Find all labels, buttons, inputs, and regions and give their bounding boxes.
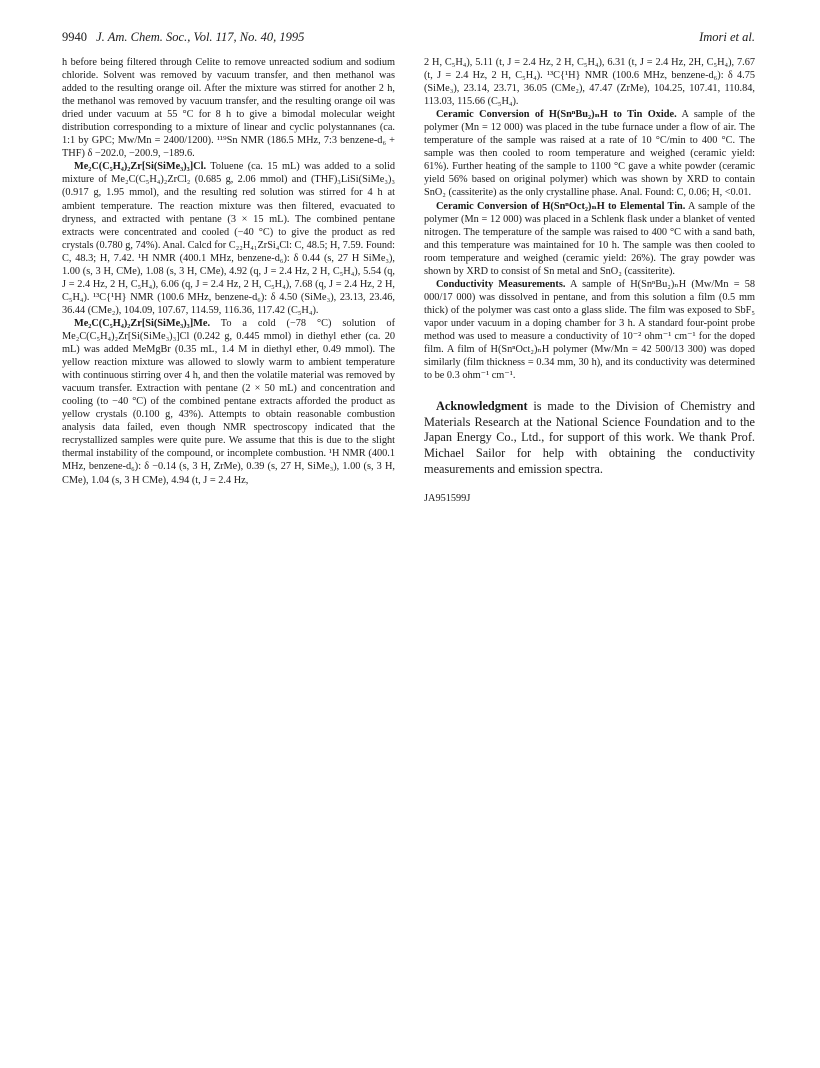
right-column xyxy=(424,56,755,505)
paragraph-text: Toluene (ca. 15 mL) was added to a solid mixture of Me₂C(C₅H₄)₂ZrCl₂ (0.685 g, 2.06 mmol) and (THF)₃LiSi(SiMe₃)₃ (0.917 g, 1.95 mmol), and the resulting red solution was stirred for 4 h at ambient temperature. The reaction mixture was then filtered, evacuated to dryness, and extracted with pentane (3 × 15 mL). The combined pentane extracts were concentrated and cooled (−40 °C) to give the product as red crystals (0.780 g, 74%). Anal. Calcd for C₂₂H₄₁ZrSi₄Cl: C, 48.5; H, 7.59. Found: C, 48.3; H, 7.42. ¹H NMR (400.1 MHz, benzene-d₆): δ 0.44 (s, 27 H SiMe₃), 1.00 (s, 3 H, CMe), 1.08 (s, 3 H, CMe), 4.92 (q, J = 2.4 Hz, 2 H, C₅H₄), 5.54 (q, J = 2.4 Hz, 2 H, C₅H₄), 6.06 (q, J = 2.4 Hz, 2 H, C₅H₄), 7.68 (q, J = 2.4 Hz, 2 H, C₅H₄). ¹³C{¹H} NMR (100.6 MHz, benzene-d₆): δ 4.50 (SiMe₃), 23.13, 23.46, 36.44 (CMe₂), 104.09, 107.67, 114.59, 116.36, 117.42 (C₅H₄). xyxy=(62,161,396,316)
running-head-left xyxy=(62,30,304,45)
paragraph-text: 2 H, C₅H₄), 5.11 (t, J = 2.4 Hz, 2 H, C₅H₄), 6.31 (t, J = 2.4 Hz, 2H, C₅H₄), 7.67 (t, J = 2.4 Hz, 2 H, C₅H₄). ¹³C{¹H} NMR (100.6 MHz, benzene-d₆): δ 4.75 (SiMe₃), 23.14, 23.71, 36.05 (CMe₂), 47.47 (ZrMe), 104.25, 107.41, 110.84, 113.03, 115.66 (C₅H₄). xyxy=(424,57,755,108)
paragraph-zr-chloride xyxy=(62,160,395,317)
paragraph-continued xyxy=(62,56,395,160)
acknowledgment-heading: Acknowledgment xyxy=(436,399,528,414)
journal-citation: J. Am. Chem. Soc., Vol. 117, No. 40, 1995 xyxy=(96,30,305,44)
paragraph-text: A sample of the polymer (Mn = 12 000) was placed in the tube furnace under a flow of air. The temperature of the sample was raised at a rate of 10 °C/min to 400 °C. The sample was then cooled to room temperature and weighed (ceramic yield: 61%). Further heating of the sample to 1100 °C gave a white powder (ceramic yield 56% based on original polymer) which was shown by XRD to contain SnO₂ (cassiterite) as the only crystalline phase. Anal. Found: C, 0.06; H, <0.01. xyxy=(424,109,755,199)
paragraph-text: A sample of the polymer (Mn = 12 000) was placed in a Schlenk flask under a blanket of vented nitrogen. The temperature of the sample was raised to 400 °C with a sand bath, and this temperature was maintained for 10 h. The sample was then cooled to room temperature and weighed (ceramic yield: 26%). The gray powder was shown by XRD to consist of Sn metal and SnO₂ (cassiterite). xyxy=(424,200,755,277)
manuscript-code: JA951599J xyxy=(424,493,471,505)
acknowledgment-text: is made to the Division of Chemistry and Materials Research at the National Science Foundation and to the Japan Energy Co., Ltd., for support of this work. We thank Prof. Michael Sailor for help with obtaining the conductivity measurements and emission spectra. xyxy=(424,399,755,476)
paragraph-heading: Conductivity Measurements. xyxy=(436,278,566,290)
paragraph-tin-oxide xyxy=(424,108,755,199)
left-column xyxy=(62,56,395,487)
paragraph-heading: Me₂C(C₅H₄)₂Zr[Si(SiMe₃)₃]Cl. xyxy=(74,161,207,173)
paragraph-text: A sample of H(SnⁿBu₂)ₙH (Mw/Mn = 58 000/17 000) was dissolved in pentane, and from this solution a film (0.5 mm thick) of the polymer was cast onto a glass slide. The film was exposed to SbF₅ vapor under vacuum in a doping chamber for 3 h. A standard four-point probe method was used to measure a conductivity of 10⁻² ohm⁻¹ cm⁻¹ for the doped film. A film of H(SnⁿOct₂)ₙH polymer (Mw/Mn = 42 500/13 300) was doped similarly (film thickness = 0.34 mm, 30 h), and its conductivity was determined to be 0.3 ohm⁻¹ cm⁻¹. xyxy=(424,278,755,382)
page-number: 9940 xyxy=(62,30,87,44)
paragraph-text: h before being filtered through Celite to remove unreacted sodium and sodium chloride. Solvent was removed by vacuum transfer, and then methanol was added to the resulting orange oil. After the mixture was stirred for another 2 h, the methanol was removed by vacuum transfer, and the resulting orange oil was dried under vacuum at 55 °C for 8 h to give a bimodal molecular weight distribution corresponding to a mixture of linear and cyclic polystannanes (ca. 1:1 by GPC; Mw/Mn = 2400/1200). ¹¹⁹Sn NMR (186.5 MHz, 7:3 benzene-d₆ + THF) δ −202.0, −200.9, −189.6. xyxy=(62,57,395,160)
paragraph-heading: Ceramic Conversion of H(SnⁿBu₂)ₙH to Tin Oxide. xyxy=(436,109,677,121)
paragraph-continued xyxy=(424,56,755,108)
paragraph-heading: Me₂C(C₅H₄)₂Zr[Si(SiMe₃)₃]Me. xyxy=(74,317,211,329)
paragraph-zr-methyl xyxy=(62,317,395,487)
running-head-authors: Imori et al. xyxy=(699,30,755,44)
paragraph-conductivity xyxy=(424,278,755,382)
running-head xyxy=(62,30,755,48)
acknowledgment xyxy=(424,399,755,477)
paragraph-text: To a cold (−78 °C) solution of Me₂C(C₅H₄)₂Zr[Si(SiMe₃)₃]Cl (0.242 g, 0.445 mmol) in diethyl ether (ca. 20 mL) was added MeMgBr (0.35 mL, 1.4 M in diethyl ether, 0.49 mmol). The yellow reaction mixture was allowed to slowly warm to ambient temperature with continuous stirring over 4 h, and then the volatile material was removed by vacuum transfer. Extraction with pentane (2 × 50 mL) and concentration and cooling (to −40 °C) of the combined pentane extracts afforded the product as yellow crystals (0.100 g, 43%). Attempts to obtain reasonable combustion analysis data failed, even though NMR spectroscopy indicated that the recrystallized samples were quite pure. We assume that this is due to the slight thermal instability of the compound, or incomplete combustion. ¹H NMR (400.1 MHz, benzene-d₆): δ −0.14 (s, 3 H, ZrMe), 0.39 (s, 27 H, SiMe₃), 1.00 (s, 3 H, CMe), 1.04 (s, 3 H CMe), 4.94 (t, J = 2.4 Hz, xyxy=(62,317,396,486)
paragraph-heading: Ceramic Conversion of H(SnⁿOct₂)ₙH to Elemental Tin. xyxy=(436,200,686,212)
paragraph-elemental-tin xyxy=(424,200,755,278)
